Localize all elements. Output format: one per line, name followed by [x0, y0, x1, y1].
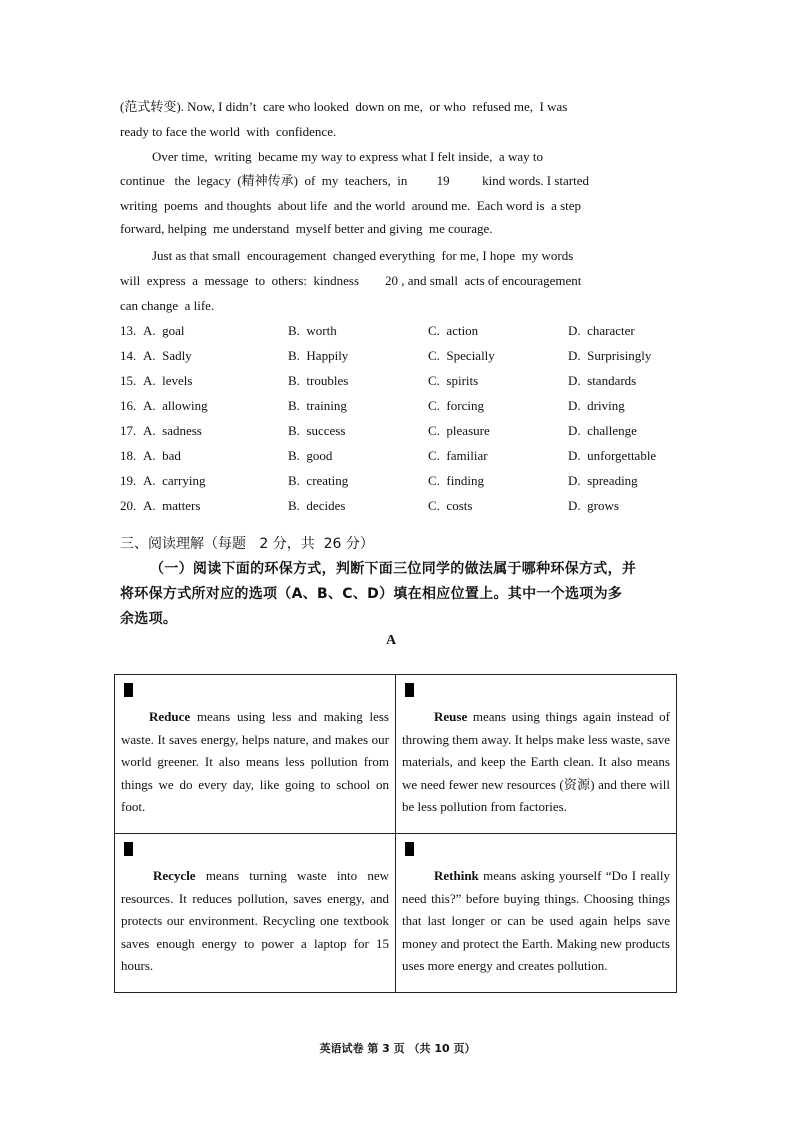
- q14-option-b: B. Happily: [288, 348, 349, 363]
- reuse-term: Reuse: [434, 709, 468, 725]
- q17-option-d: D. challenge: [568, 423, 637, 438]
- reduce-term: Reduce: [149, 709, 191, 725]
- option-marker: [405, 842, 414, 856]
- q19-option-b: B. creating: [288, 473, 349, 488]
- q16-number: 16.: [120, 398, 137, 413]
- q20-option-b: B. decides: [288, 498, 346, 513]
- q14-option-a: A. Sadly: [143, 348, 192, 363]
- q20-option-d: D. grows: [568, 498, 619, 513]
- q18-option-d: D. unforgettable: [568, 448, 657, 463]
- section-heading: 三、阅读理解（每题 2 分，共 26 分）: [120, 536, 374, 552]
- q14-number: 14.: [120, 348, 137, 363]
- q17-option-b: B. success: [288, 423, 346, 438]
- q20-number: 20.: [120, 498, 137, 513]
- rethink-box: [396, 834, 677, 993]
- q19-option-d: D. spreading: [568, 473, 638, 488]
- recycle-box: [115, 834, 396, 993]
- q16-option-c: C. forcing: [428, 398, 484, 413]
- q14-option-d: D. Surprisingly: [568, 348, 652, 363]
- q15-option-a: A. levels: [143, 373, 193, 388]
- passage-label: A: [386, 633, 397, 648]
- passage-line-5: writing poems and thoughts about life and the world around me. Each word is a step: [120, 198, 582, 213]
- q16-option-a: A. allowing: [143, 398, 208, 413]
- reduce-text: means using less and making less waste. It saves energy, helps nature, and makes our world greener. It also means less pollution from things we do every day, like going to school on foot.: [121, 709, 389, 815]
- passage-line-7: Just as that small encouragement changed everything for me, I hope my words: [152, 248, 574, 263]
- q13-option-d: D. character: [568, 323, 635, 338]
- reduce-description: [121, 706, 389, 818]
- instruction-line-2: 将环保方式所对应的选项（A、B、C、D）填在相应位置上。其中一个选项为多: [120, 586, 623, 602]
- q14-option-c: C. Specially: [428, 348, 495, 363]
- q15-option-d: D. standards: [568, 373, 637, 388]
- q15-number: 15.: [120, 373, 137, 388]
- q19-option-a: A. carrying: [143, 473, 206, 488]
- q17-option-c: C. pleasure: [428, 423, 490, 438]
- q15-option-b: B. troubles: [288, 373, 349, 388]
- q18-option-a: A. bad: [143, 448, 181, 463]
- passage-line-2: ready to face the world with confidence.: [120, 124, 337, 139]
- q15-option-c: C. spirits: [428, 373, 479, 388]
- q20-option-c: C. costs: [428, 498, 473, 513]
- q18-option-b: B. good: [288, 448, 333, 463]
- option-marker: [405, 683, 414, 697]
- page-footer: 英语试卷 第 3 页 （共 10 页）: [319, 1042, 476, 1055]
- q13-option-c: C. action: [428, 323, 479, 338]
- q13-option-a: A. goal: [143, 323, 185, 338]
- q16-option-d: D. driving: [568, 398, 625, 413]
- q13-number: 13.: [120, 323, 137, 338]
- passage-line-8: will express a message to others: kindness 20 , and small acts of encouragement: [120, 273, 582, 288]
- rethink-description: [402, 865, 670, 977]
- reuse-description: [402, 706, 670, 818]
- recycle-term: Recycle: [153, 868, 196, 884]
- q13-option-b: B. worth: [288, 323, 337, 338]
- q17-option-a: A. sadness: [143, 423, 202, 438]
- rethink-text: means asking yourself “Do I really need this?” before buying things. Choosing things that last longer or can be used again helps save money and protect the Earth. Making new products uses more energy and creates pollution.: [402, 868, 670, 974]
- q19-number: 19.: [120, 473, 137, 488]
- passage-line-6: forward, helping me understand myself better and giving me courage.: [120, 221, 493, 236]
- option-marker: [124, 842, 133, 856]
- q17-number: 17.: [120, 423, 137, 438]
- q16-option-b: B. training: [288, 398, 347, 413]
- rethink-term: Rethink: [434, 868, 479, 884]
- q20-option-a: A. matters: [143, 498, 201, 513]
- option-marker: [124, 683, 133, 697]
- recycle-text: means turning waste into new resources. It reduces pollution, saves energy, and protects our environment. Recycling one textbook saves enough energy to power a laptop for 15 hours.: [121, 868, 389, 974]
- instruction-line-3: 余选项。: [120, 611, 178, 627]
- reduce-box: [115, 675, 396, 834]
- passage-line-3: Over time, writing became my way to express what I felt inside, a way to: [152, 149, 543, 164]
- instruction-line-1: （一）阅读下面的环保方式，判断下面三位同学的做法属于哪种环保方式，并: [150, 561, 637, 577]
- q18-number: 18.: [120, 448, 137, 463]
- reuse-text: means using things again instead of throwing them away. It helps make less waste, save materials, and keep the Earth clean. It also means we need fewer new resources (资源) and there will be less pollution from factories.: [402, 709, 670, 815]
- recycle-description: [121, 865, 389, 977]
- passage-line-1: (范式转变). Now, I didn’t care who looked down on me, or who refused me, I was: [120, 99, 568, 114]
- reuse-box: [396, 675, 677, 834]
- eco-methods-table: [114, 674, 677, 993]
- q18-option-c: C. familiar: [428, 448, 488, 463]
- passage-line-9: can change a life.: [120, 298, 215, 313]
- passage-line-4: continue the legacy (精神传承) of my teachers, in 19 kind words. I started: [120, 173, 589, 188]
- q19-option-c: C. finding: [428, 473, 484, 488]
